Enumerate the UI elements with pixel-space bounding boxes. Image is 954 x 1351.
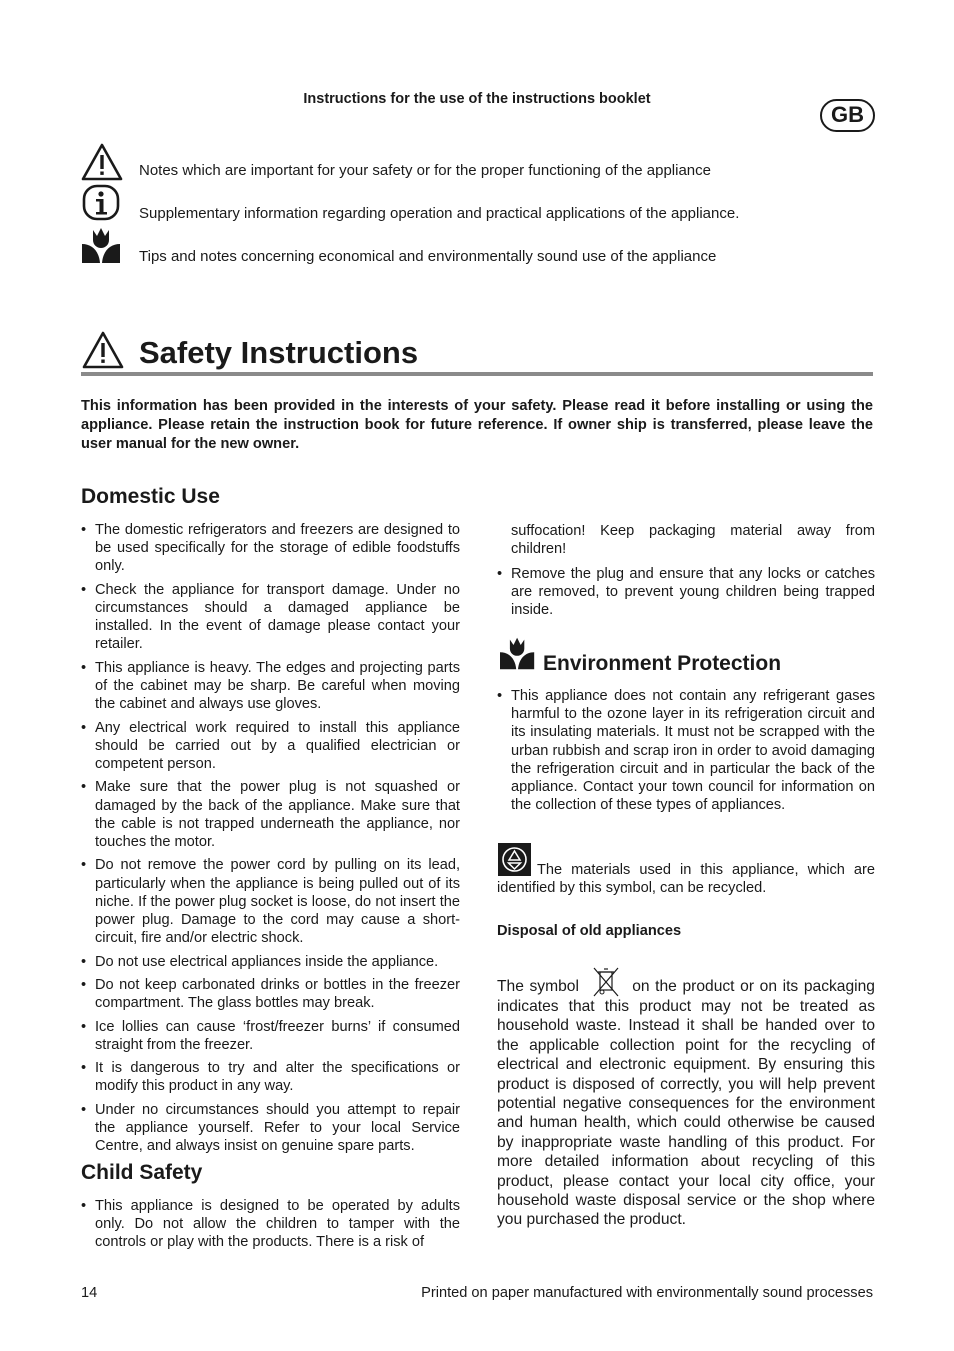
recycle-paragraph: The materials used in this appliance, which are identified by this symbol, can be recycled. — [497, 862, 875, 897]
list-item: • Under no circumstances should you attempt to repair the appliance yourself. Refer to your local Service Centre, and always insist on genuine spare parts. — [81, 1101, 460, 1156]
section-title-row — [80, 328, 873, 378]
list-item: • The domestic refrigerators and freezers are designed to be used specifically for the storage of edible foodstuffs only. — [81, 521, 460, 576]
legend-row-info — [80, 184, 880, 224]
list-item: • Do not use electrical appliances inside the appliance. — [81, 953, 460, 971]
child-safety-list-continued — [497, 565, 875, 625]
environment-protection-heading: Environment Protection — [543, 652, 782, 675]
list-item: • Make sure that the power plug is not squashed or damaged by the back of the appliance. Make sure that the cable is not trapped underneath the appliance, nor touches the motor. — [81, 778, 460, 851]
disposal-paragraph — [497, 967, 875, 1230]
domestic-use-list — [81, 521, 460, 1161]
domestic-use-heading: Domestic Use — [81, 485, 220, 508]
list-item: • This appliance is heavy. The edges and projecting parts of the cabinet may be sharp. Be careful when moving the cabinet and always use gloves. — [81, 659, 460, 714]
eco-tulip-icon — [498, 636, 538, 672]
legend-row-safety — [80, 142, 880, 182]
list-item: • Ice lollies can cause ‘frost/freezer burns’ if consumed straight from the freezer. — [81, 1018, 460, 1054]
crossed-bin-icon — [588, 967, 624, 997]
page-title: Safety Instructions — [139, 335, 419, 370]
child-safety-list — [81, 1197, 460, 1257]
legend-text-eco: Tips and notes concerning economical and environmentally sound use of the appliance — [139, 248, 717, 265]
list-item: • Any electrical work required to install this appliance should be carried out by a qualified electrician or competent person. — [81, 719, 460, 774]
language-badge: GB — [820, 99, 875, 132]
booklet-header-title: Instructions for the use of the instructions booklet — [303, 91, 651, 107]
child-safety-continuation: suffocation! Keep packaging material away from children! — [511, 523, 875, 558]
disposal-text-before: The symbol — [497, 978, 579, 995]
warning-triangle-icon — [81, 330, 125, 370]
list-item: • This appliance is designed to be operated by adults only. Do not allow the children to tamper with the controls or play with the products. There is a risk of — [81, 1197, 460, 1252]
page-number: 14 — [81, 1285, 98, 1301]
warning-triangle-icon — [80, 142, 124, 182]
section-divider — [81, 372, 873, 376]
list-item: • Remove the plug and ensure that any locks or catches are removed, to prevent young children being trapped inside. — [497, 565, 875, 620]
info-icon — [80, 184, 124, 224]
list-item: • This appliance does not contain any refrigerant gases harmful to the ozone layer in its refrigeration circuit and its insulating materials. It must not be scrapped with the urban rubbish and scrap iron in order to avoid damaging the refrigeration circuit and in particular the back of the appliance. Contact your town council for information on the collection of these types of appliances. — [497, 687, 875, 814]
list-item: • Do not remove the power cord by pulling on its lead, particularly when the appliance is being pulled out of its niche. If the power plug socket is loose, do not insert the power plug. Damage to the cord may cause a short-circuit, fire and/or electric shock. — [81, 856, 460, 947]
disposal-text-after: on the product or on its packaging indicates that this product may not be treated as household waste. Instead it shall be handed over to the applicable collection point for the recycling of electrical and electronic equipment. By ensuring this product is disposed of correctly, you will help prevent potential negative consequences for the environment and human health, which could otherwise be caused by inappropriate waste handling of this product. For more detailed information about recycling of this product, please contact your local city office, your household waste disposal service or the shop where you purchased the product. — [497, 978, 875, 1229]
safety-intro-paragraph: This information has been provided in the interests of your safety. Please read it before installing or using the appliance. Please retain the instruction book for future reference. If owner ship is transferred, please leave the user manual for the new owner. — [81, 398, 873, 453]
list-item: • Check the appliance for transport damage. Under no circumstances should a damaged appliance be installed. In the event of damage please contact your retailer. — [81, 581, 460, 654]
legend-text-info: Supplementary information regarding operation and practical applications of the appliance. — [139, 205, 740, 222]
legend-row-eco — [80, 226, 880, 266]
environment-list — [497, 687, 875, 820]
legend-text-safety: Notes which are important for your safety or for the proper functioning of the appliance — [139, 162, 711, 179]
child-safety-heading: Child Safety — [81, 1161, 203, 1184]
eco-tulip-icon — [80, 226, 124, 266]
disposal-heading: Disposal of old appliances — [497, 923, 682, 939]
footer-note: Printed on paper manufactured with environmentally sound processes — [421, 1285, 873, 1301]
list-item: • Do not keep carbonated drinks or bottles in the freezer compartment. The glass bottles may break. — [81, 976, 460, 1012]
list-item: • It is dangerous to try and alter the specifications or modify this product in any way. — [81, 1059, 460, 1095]
